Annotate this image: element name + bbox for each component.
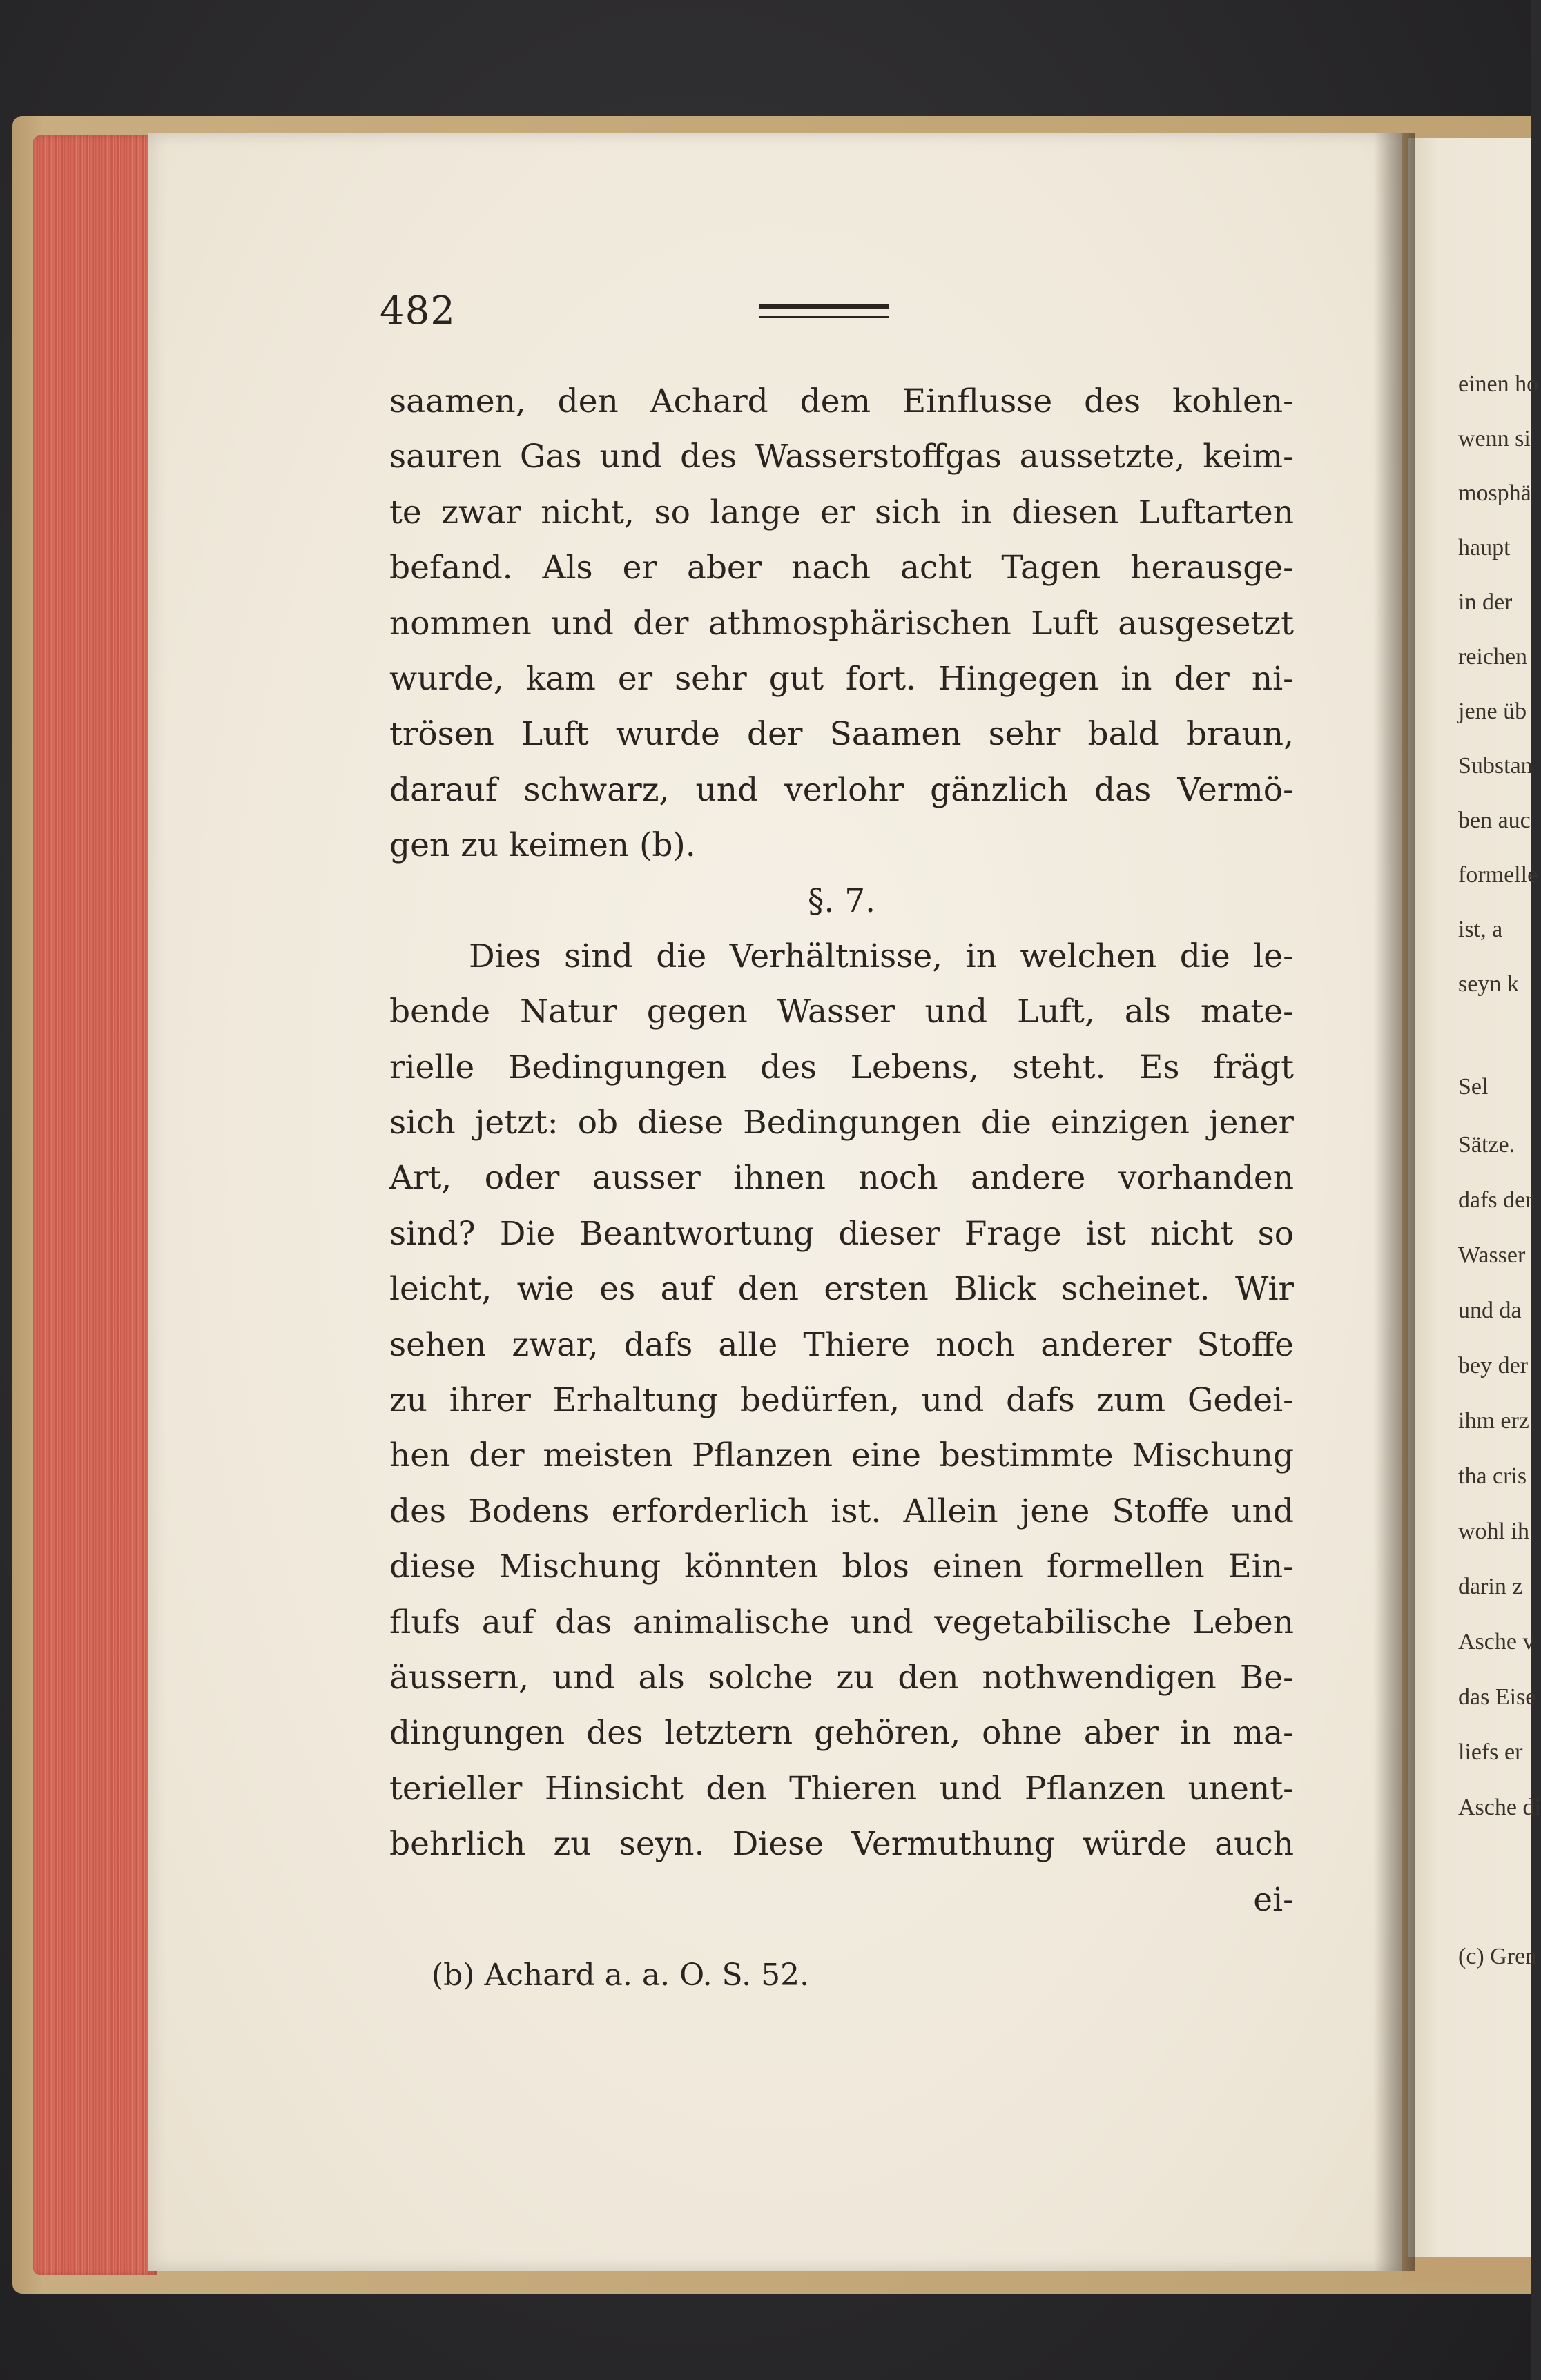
facing-text-line: seyn k bbox=[1458, 971, 1519, 997]
catchword: ei- bbox=[1253, 1880, 1294, 1919]
section-heading: §. 7. bbox=[807, 881, 876, 920]
text-line: zu ihrer Erhaltung bedürfen, und dafs zum Gedei- bbox=[389, 1381, 1294, 1420]
text-line: hen der meisten Pflanzen eine bestimmte Mischung bbox=[389, 1436, 1294, 1475]
text-line: trösen Luft wurde der Saamen sehr bald braun, bbox=[389, 715, 1294, 754]
running-head-rule bbox=[759, 304, 889, 318]
text-line: flufs auf das animalische und vegetabilische Leben bbox=[389, 1603, 1294, 1641]
facing-text-line: darin z bbox=[1458, 1574, 1523, 1599]
text-line: rielle Bedingungen des Lebens, steht. Es frägt bbox=[389, 1048, 1294, 1086]
facing-text-line: das Eise bbox=[1458, 1684, 1536, 1710]
facing-text-line: haupt bbox=[1458, 535, 1511, 560]
text-line: dingungen des letztern gehören, ohne aber in ma- bbox=[389, 1714, 1294, 1753]
text-line: sich jetzt: ob diese Bedingungen die einzigen jener bbox=[389, 1104, 1294, 1142]
body-text bbox=[389, 374, 1294, 1928]
facing-text-line: wenn si bbox=[1458, 426, 1531, 451]
facing-text-line: reichen bbox=[1458, 644, 1528, 670]
text-line: befand. Als er aber nach acht Tagen herausge- bbox=[389, 549, 1294, 587]
text-line: te zwar nicht, so lange er sich in diesen Luftarten bbox=[389, 493, 1294, 531]
footnote: (b) Achard a. a. O. S. 52. bbox=[432, 1958, 810, 1993]
facing-text-line: ben auc bbox=[1458, 808, 1531, 833]
facing-text-line: (c) Gren bbox=[1458, 1944, 1538, 1969]
text-line: sehen zwar, dafs alle Thiere noch anderer Stoffe bbox=[389, 1325, 1294, 1364]
text-line: bende Natur gegen Wasser und Luft, als mate- bbox=[389, 993, 1294, 1031]
text-line: darauf schwarz, und verlohr gänzlich das Vermö- bbox=[389, 770, 1294, 809]
text-line: leicht, wie es auf den ersten Blick scheinet. Wir bbox=[389, 1270, 1294, 1309]
facing-text-line: einen ho bbox=[1458, 371, 1539, 397]
text-line: sind? Die Beantwortung dieser Frage ist nicht so bbox=[389, 1214, 1294, 1253]
facing-text-line: Sel bbox=[1458, 1074, 1489, 1100]
facing-text-line: Asche di bbox=[1458, 1795, 1541, 1820]
text-line: behrlich zu seyn. Diese Vermuthung würde auch bbox=[389, 1825, 1294, 1864]
text-line: terieller Hinsicht den Thieren und Pflanzen unent- bbox=[389, 1769, 1294, 1808]
text-line: Dies sind die Verhältnisse, in welchen die le- bbox=[469, 937, 1294, 975]
text-line: wurde, kam er sehr gut fort. Hingegen in der ni- bbox=[389, 659, 1294, 698]
facing-text-line: Sätze. bbox=[1458, 1132, 1515, 1158]
facing-text-line: ist, a bbox=[1458, 917, 1503, 942]
facing-text-line: wohl ih bbox=[1458, 1519, 1529, 1544]
facing-text-line: mosphä bbox=[1458, 480, 1531, 506]
facing-text-line: bey der bbox=[1458, 1353, 1529, 1378]
text-line: äussern, und als solche zu den nothwendigen Be- bbox=[389, 1658, 1294, 1697]
facing-text-line: in der bbox=[1458, 589, 1513, 615]
gutter-shadow bbox=[1374, 133, 1415, 2271]
facing-text-line: ihm erz bbox=[1458, 1408, 1529, 1434]
facing-text-line: jene üb bbox=[1458, 699, 1527, 724]
facing-text-line: und da bbox=[1458, 1298, 1522, 1323]
text-line: nommen und der athmosphärischen Luft ausgesetzt bbox=[389, 604, 1294, 643]
page-block-edge bbox=[33, 135, 157, 2275]
facing-text-line: liefs er bbox=[1458, 1739, 1523, 1765]
text-line: gen zu keimen (b). bbox=[389, 826, 696, 865]
facing-text-line: Asche v bbox=[1458, 1629, 1535, 1655]
facing-text-line: Substan bbox=[1458, 753, 1533, 779]
facing-text-line: formelle bbox=[1458, 862, 1538, 888]
facing-text-line: dafs der bbox=[1458, 1187, 1533, 1213]
text-line: des Bodens erforderlich ist. Allein jene Stoffe und bbox=[389, 1492, 1294, 1530]
text-line: saamen, den Achard dem Einflusse des kohlen- bbox=[389, 382, 1294, 420]
text-line: diese Mischung könnten blos einen formellen Ein- bbox=[389, 1548, 1294, 1586]
page-number: 482 bbox=[380, 289, 456, 333]
facing-page-board bbox=[1402, 2257, 1531, 2282]
text-line: sauren Gas und des Wasserstoffgas aussetzte, keim- bbox=[389, 438, 1294, 476]
facing-text-line: Wasser bbox=[1458, 1242, 1526, 1268]
facing-text-line: tha cris bbox=[1458, 1463, 1527, 1489]
text-line: Art, oder ausser ihnen noch andere vorhanden bbox=[389, 1159, 1294, 1198]
